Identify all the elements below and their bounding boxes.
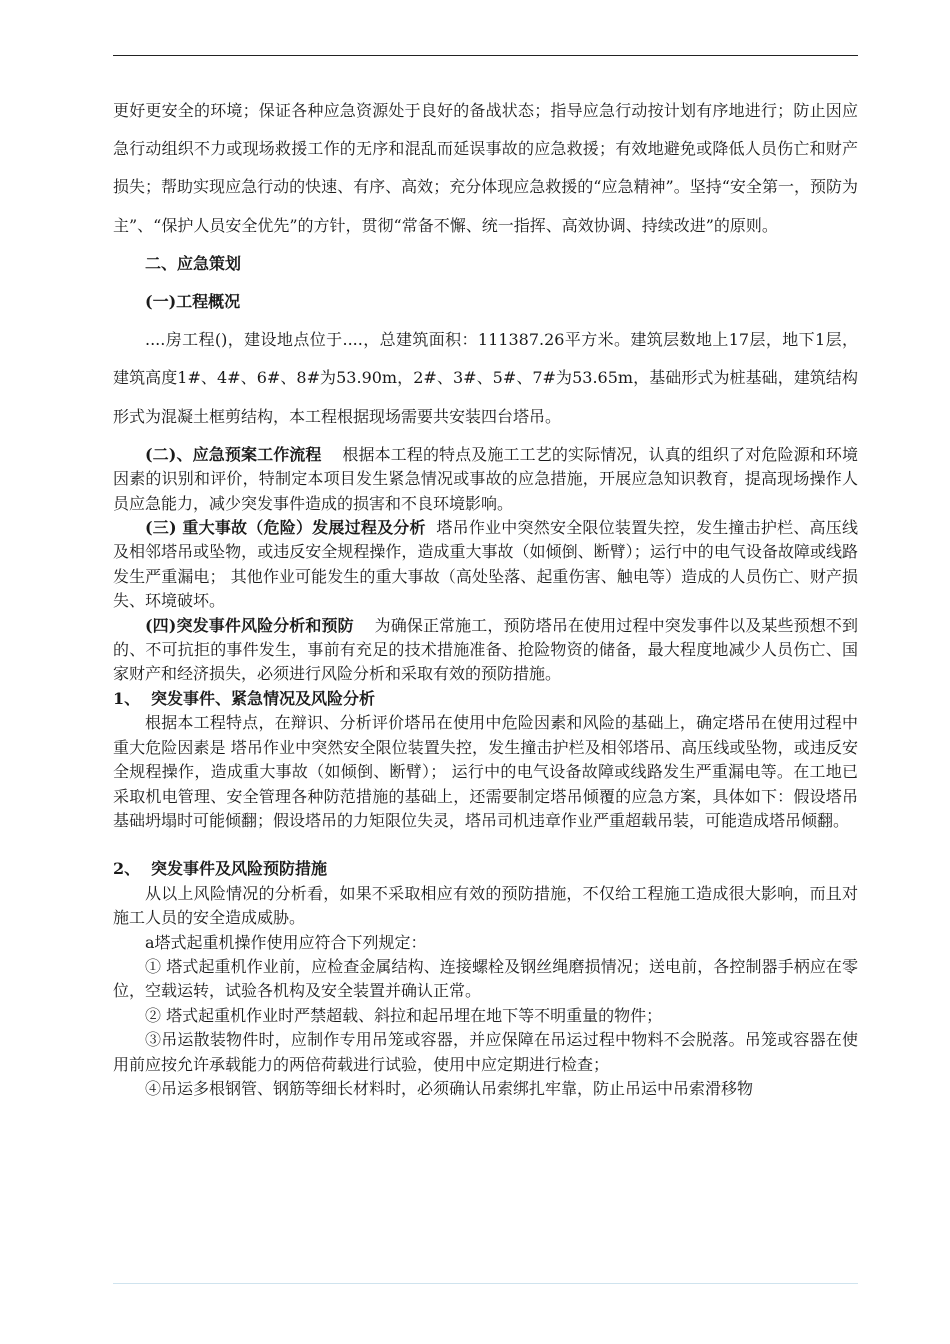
section-risk-analysis-body: 为确保正常施工，预防塔吊在使用过程中突发事件以及某些预想不到的、不可抗拒的事件发生，事前有充足的技术措施准备、抢险物资的储备，最大程度地减少人员伤亡、国家财产和经济损失，必须进行风险分析和采取有效的预防措施。 (113, 615, 858, 684)
footer-rule (113, 1283, 858, 1284)
list-item-4: ④吊运多根钢管、钢筋等细长材料时，必须确认吊索绑扎牢靠，防止吊运中吊索滑移物 (145, 1078, 754, 1098)
list-item-2: ② 塔式起重机作业时严禁超载、斜拉和起吊埋在地下等不明重量的物件； (145, 1005, 663, 1025)
heading-project-overview: (一)工程概况 (145, 292, 241, 312)
numbered-heading-1 (113, 687, 858, 711)
header-rule (113, 55, 858, 56)
paragraph-crane-rules-intro: a塔式起重机操作使用应符合下列规定： (145, 932, 427, 952)
blank-line (113, 833, 858, 857)
loose-section (113, 92, 858, 436)
list-item-1: ① 塔式起重机作业前，应检查金属结构、连接螺栓及钢丝绳磨损情况；送电前，各控制器手柄应在零位，空载运转，试验各机构及安全装置并确认正常。 (113, 956, 858, 1001)
numbered-heading-1-title: 突发事件、紧急情况及风险分析 (151, 688, 376, 708)
paragraph-risk-factors: 根据本工程特点，在辩识、分析评价塔吊在使用中危险因素和风险的基础上，确定塔吊在使用过程中重大危险因素是 塔吊作业中突然安全限位装置失控，发生撞击护栏及相邻塔吊、高压线或坠物，或违反安全规程操作，造成重大事故（如倾倒、断臂）； 运行中的电气设备故障或线路发生严重漏电等。在工地已采取机电管理、安全管理各种防范措施的基础上，还需要制定塔吊倾覆的应急方案，具体如下：假设塔吊基础坍塌时可能倾翻；假设塔吊的力矩限位失灵，塔吊司机违章作业严重超载吊装，可能造成塔吊倾翻。 (113, 713, 858, 830)
paragraph-project-overview: ....房工程()，建设地点位于....，总建筑面积：111387.26平方米。建筑层数地上17层，地下1层，建筑高度1#、4#、6#、8#为53.90m，2#、3#、5#、7#为53.65m，基础形式为桩基础，建筑结构形式为混凝土框剪结构，本工程根据现场需要共安装四台塔吊。 (113, 330, 858, 426)
paragraph-intro: 更好更安全的环境；保证各种应急资源处于良好的备战状态；指导应急行动按计划有序地进行；防止因应急行动组织不力或现场救援工作的无序和混乱而延误事故的应急救援；有效地避免或降低人员伤亡和财产损失；帮助实现应急行动的快速、有序、高效；充分体现应急救援的“应急精神”。坚持“安全第一，预防为主”、“保护人员安全优先”的方针，贯彻“常备不懈、统一指挥、高效协调、持续改进”的原则。 (113, 101, 858, 235)
list-item-3: ③吊运散装物件时，应制作专用吊笼或容器，并应保障在吊运过程中物料不会脱落。吊笼或容器在使用前应按允许承载能力的两倍荷载进行试验，使用中应定期进行检查； (113, 1030, 858, 1074)
section-major-accident-body: 塔吊作业中突然安全限位装置失控，发生撞击护栏、高压线及相邻塔吊或坠物，或违反安全规程操作，造成重大事故（如倾倒、断臂）；运行中的电气设备故障或线路发生严重漏电； 其他作业可能发生的重大事故（高处坠落、起重伤害、触电等）造成的人员伤亡、财产损失、环境破坏。 (113, 518, 858, 611)
numbered-heading-2-title: 突发事件及风险预防措施 (151, 859, 328, 879)
numbered-heading-2 (113, 857, 858, 881)
section-workflow-body: 根据本工程的特点及施工工艺的实际情况，认真的组织了对危险源和环境因素的识别和评价，特制定本项目发生紧急情况或事故的应急措施，开展应急知识教育，提高现场操作人员应急能力，减少突发事件造成的损害和不良环境影响。 (113, 444, 858, 513)
heading-emergency-planning: 二、应急策划 (145, 253, 242, 273)
section-major-accident-heading: (三) 重大事故（危险）发展过程及分析 (145, 518, 426, 538)
section-workflow-heading: (二)、应急预案工作流程 (145, 444, 322, 464)
paragraph-prevention: 从以上风险情况的分析看，如果不采取相应有效的预防措施，不仅给工程施工造成很大影响，而且对施工人员的安全造成威胁。 (113, 883, 858, 928)
section-risk-analysis-heading: (四)突发事件风险分析和预防 (145, 615, 354, 635)
section-risk-analysis (113, 614, 858, 687)
numbered-heading-1-number: 1、 (113, 688, 141, 708)
tight-section (113, 443, 858, 1102)
section-major-accident (113, 516, 858, 614)
section-workflow (113, 443, 858, 516)
numbered-heading-2-number: 2、 (113, 859, 141, 879)
document-body (113, 92, 858, 1101)
